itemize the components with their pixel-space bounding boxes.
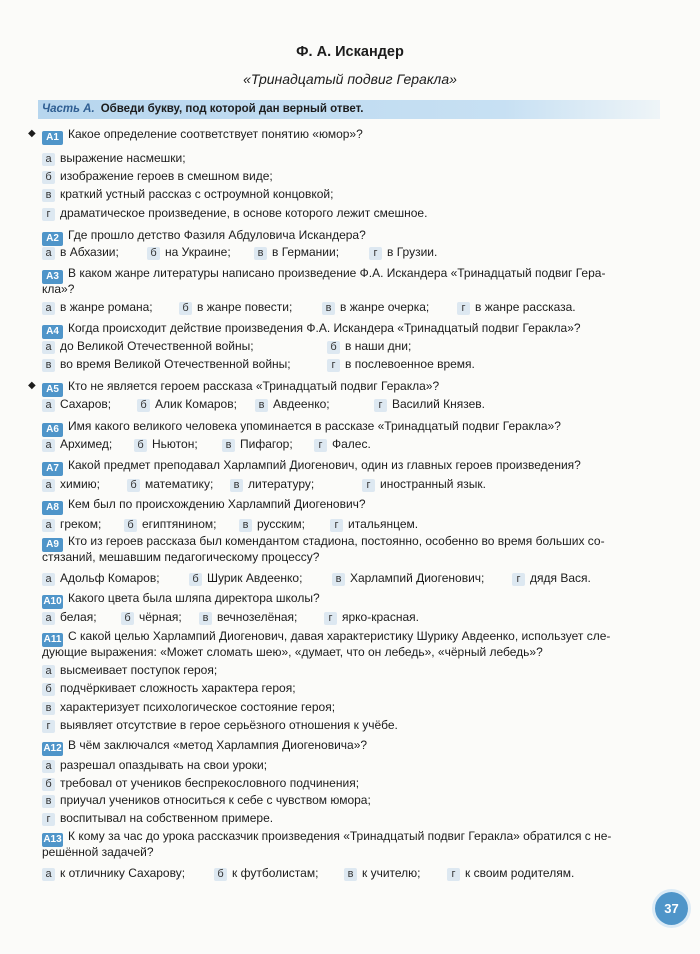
question-line [42, 737, 667, 756]
question-line [42, 320, 667, 339]
question-line [42, 844, 667, 860]
option-letter[interactable]: г [369, 247, 382, 260]
option-letter[interactable]: г [42, 208, 55, 221]
option-text: Василий Князев. [392, 397, 485, 411]
option-text: литературу; [248, 477, 315, 491]
option-text: Харлампий Диогенович; [350, 571, 485, 585]
option-letter[interactable]: г [512, 573, 525, 586]
option-text: итальянцем. [348, 517, 419, 531]
question-line [42, 281, 667, 297]
question-number: А8 [42, 501, 63, 515]
question-number: А9 [42, 538, 63, 552]
answer-option[interactable] [42, 186, 333, 202]
option-letter[interactable]: б [214, 868, 227, 881]
option-letter[interactable]: в [332, 573, 345, 586]
question-number: А3 [42, 270, 63, 284]
option-text: на Украине; [165, 245, 231, 259]
question-text: Кто из героев рассказа был комендантом стадиона, постоянно, особенно во время больших со- [68, 534, 605, 548]
option-text: драматическое произведение, в основе которого лежит смешное. [60, 206, 428, 220]
question-number: А1 [42, 131, 63, 145]
question-text: решённой задачей? [42, 845, 154, 859]
option-text: подчёркивает сложность характера героя; [60, 681, 296, 695]
answer-option[interactable] [137, 396, 237, 412]
answer-option[interactable] [42, 356, 291, 372]
question-line [42, 457, 667, 476]
option-text: в жанре романа; [60, 300, 153, 314]
option-letter[interactable]: б [147, 247, 160, 260]
answer-option[interactable] [330, 516, 418, 532]
diamond-icon: ◆ [28, 380, 36, 391]
option-text: до Великой Отечественной войны; [60, 339, 254, 353]
answer-option[interactable] [322, 299, 429, 315]
option-letter[interactable]: в [42, 189, 55, 202]
answer-option[interactable] [199, 609, 297, 625]
option-text: во время Великой Отечественной войны; [60, 357, 291, 371]
question-number: А13 [43, 834, 62, 845]
answer-option[interactable] [42, 150, 186, 166]
option-letter[interactable]: в [42, 702, 55, 715]
answer-option[interactable] [254, 244, 339, 260]
question-number: А6 [42, 423, 63, 437]
option-letter[interactable]: а [42, 341, 55, 354]
question-line [42, 227, 667, 246]
question-text: кла»? [42, 282, 75, 296]
part-instruction: Обведи букву, под которой дан верный ответ. [100, 103, 364, 115]
question-text: стязаний, мешавшим педагогическому процессу? [42, 550, 320, 564]
option-text: греком; [60, 517, 102, 531]
question-text: Где прошло детство Фазиля Абдуловича Искандера? [68, 228, 366, 242]
option-text: иностранный язык. [380, 477, 486, 491]
answer-option[interactable] [42, 609, 97, 625]
answer-option[interactable] [134, 436, 198, 452]
option-text: в наши дни; [345, 339, 412, 353]
question-line [42, 418, 667, 437]
answer-option[interactable] [42, 810, 273, 826]
answer-option[interactable] [324, 609, 419, 625]
option-letter[interactable]: а [42, 573, 55, 586]
answer-option[interactable] [239, 516, 305, 532]
answer-option[interactable] [121, 609, 182, 625]
question-line [28, 126, 667, 145]
author-name: Ф. А. Искандер [296, 44, 404, 60]
option-letter[interactable]: а [42, 399, 55, 412]
option-letter[interactable]: а [42, 479, 55, 492]
option-letter[interactable]: г [374, 399, 387, 412]
option-letter[interactable]: в [322, 302, 335, 315]
question-text: Какое определение соответствует понятию «юмор»? [68, 127, 363, 141]
option-letter[interactable]: б [137, 399, 150, 412]
option-text: выявляет отсутствие в герое серьёзного отношения к учёбе. [60, 718, 398, 732]
option-text: характеризует психологическое состояние героя; [60, 700, 336, 714]
question-number: А2 [42, 232, 63, 246]
option-letter[interactable]: б [127, 479, 140, 492]
option-text: чёрная; [139, 610, 182, 624]
option-letter[interactable]: в [344, 868, 357, 881]
question-line [28, 378, 667, 397]
option-letter[interactable]: г [362, 479, 375, 492]
option-text: Пифагор; [240, 437, 293, 451]
question-text: Когда происходит действие произведения Ф.А. Искандера «Тринадцатый подвиг Геракла»? [68, 321, 581, 335]
option-text: к отличнику Сахарову; [60, 866, 186, 880]
answer-option[interactable] [42, 168, 273, 184]
answer-option[interactable] [327, 356, 475, 372]
option-letter[interactable]: г [327, 359, 340, 372]
option-letter[interactable]: г [447, 868, 460, 881]
answer-option[interactable] [42, 436, 112, 452]
page-number: 37 [655, 892, 688, 925]
answer-option[interactable] [457, 299, 576, 315]
question-text: С какой целью Харлампий Диогенович, давая характеристику Шурику Авдеенко, использует сле- [68, 629, 611, 643]
question-line [42, 496, 667, 515]
question-number: А5 [42, 383, 63, 397]
option-text: приучал учеников относиться к себе с чувством юмора; [60, 793, 371, 807]
option-letter[interactable]: а [42, 247, 55, 260]
answer-option[interactable] [332, 570, 484, 586]
option-text: Авдеенко; [273, 397, 330, 411]
answer-option[interactable] [42, 396, 111, 412]
option-text: русским; [257, 517, 305, 531]
question-line [42, 549, 667, 565]
answer-option[interactable] [255, 396, 330, 412]
option-text: ярко-красная. [342, 610, 419, 624]
option-letter[interactable]: б [121, 612, 134, 625]
answer-option[interactable] [374, 396, 485, 412]
option-text: Алик Комаров; [155, 397, 237, 411]
option-letter[interactable]: в [254, 247, 267, 260]
option-letter[interactable]: г [457, 302, 470, 315]
option-text: в жанре очерка; [340, 300, 430, 314]
answer-option[interactable] [42, 299, 153, 315]
option-text: к своим родителям. [465, 866, 575, 880]
answer-option[interactable] [447, 865, 574, 881]
option-letter[interactable]: в [42, 359, 55, 372]
option-letter[interactable]: б [42, 683, 55, 696]
question-text: Какой предмет преподавал Харлампий Диогенович, один из главных героев произведения? [68, 458, 581, 472]
option-letter[interactable]: а [42, 612, 55, 625]
question-text: К кому за час до урока рассказчик произведения «Тринадцатый подвиг Геракла» обратился с не- [68, 829, 612, 843]
option-letter[interactable]: б [134, 439, 147, 452]
option-text: в Германии; [272, 245, 340, 259]
answer-option[interactable] [344, 865, 421, 881]
option-letter[interactable]: г [42, 720, 55, 733]
option-text: в послевоенное время. [345, 357, 475, 371]
option-text: Шурик Авдеенко; [207, 571, 303, 585]
answer-option[interactable] [42, 717, 398, 733]
option-letter[interactable]: а [42, 760, 55, 773]
option-text: Фалес. [332, 437, 371, 451]
question-line [42, 644, 667, 660]
question-text: Какого цвета была шляпа директора школы? [68, 591, 320, 605]
answer-option[interactable] [42, 662, 217, 678]
option-letter[interactable]: в [255, 399, 268, 412]
option-letter[interactable]: а [42, 665, 55, 678]
answer-option[interactable] [42, 205, 427, 221]
question-text: В каком жанре литературы написано произведение Ф.А. Искандера «Тринадцатый подвиг Гера- [68, 266, 606, 280]
option-text: дядя Вася. [530, 571, 591, 585]
option-letter[interactable]: г [324, 612, 337, 625]
option-letter[interactable]: в [199, 612, 212, 625]
answer-option[interactable] [230, 476, 314, 492]
answer-option[interactable] [314, 436, 371, 452]
option-letter[interactable]: б [42, 778, 55, 791]
option-letter[interactable]: а [42, 519, 55, 532]
option-letter[interactable]: б [42, 171, 55, 184]
option-letter[interactable]: в [42, 795, 55, 808]
option-letter[interactable]: б [327, 341, 340, 354]
option-text: к футболистам; [232, 866, 319, 880]
option-text: Архимед; [60, 437, 113, 451]
answer-option[interactable] [369, 244, 437, 260]
option-text: египтянином; [142, 517, 217, 531]
answer-option[interactable] [512, 570, 591, 586]
option-text: высмеивает поступок героя; [60, 663, 218, 677]
answer-option[interactable] [42, 865, 185, 881]
question-number: А4 [42, 325, 63, 339]
option-letter[interactable]: г [314, 439, 327, 452]
question-text: Имя какого великого человека упоминается в рассказе «Тринадцатый подвиг Геракла»? [68, 419, 561, 433]
question-number: А7 [42, 462, 63, 476]
option-letter[interactable]: б [124, 519, 137, 532]
answer-option[interactable] [42, 244, 119, 260]
answer-option[interactable] [42, 476, 100, 492]
answer-option[interactable] [42, 680, 296, 696]
answer-option[interactable] [147, 244, 231, 260]
option-text: белая; [60, 610, 97, 624]
option-letter[interactable]: г [42, 813, 55, 826]
option-text: в жанре рассказа. [475, 300, 576, 314]
answer-option[interactable] [42, 792, 371, 808]
question-text: Кем был по происхождению Харлампий Диогенович? [68, 497, 366, 511]
answer-option[interactable] [42, 699, 335, 715]
answer-option[interactable] [222, 436, 293, 452]
option-text: Адольф Комаров; [60, 571, 160, 585]
option-text: краткий устный рассказ с остроумной концовкой; [60, 187, 334, 201]
option-letter[interactable]: а [42, 302, 55, 315]
option-text: в жанре повести; [197, 300, 293, 314]
option-text: требовал от учеников беспрекословного подчинения; [60, 776, 360, 790]
answer-option[interactable] [179, 299, 292, 315]
answer-option[interactable] [214, 865, 318, 881]
answer-option[interactable] [42, 757, 267, 773]
answer-option[interactable] [189, 570, 302, 586]
option-letter[interactable]: а [42, 868, 55, 881]
question-number: А11 [43, 634, 62, 645]
answer-option[interactable] [327, 338, 411, 354]
option-text: разрешал опаздывать на свои уроки; [60, 758, 268, 772]
option-letter[interactable]: г [330, 519, 343, 532]
option-text: математику; [145, 477, 214, 491]
option-letter[interactable]: б [179, 302, 192, 315]
question-number: А10 [43, 596, 62, 607]
part-label: Часть А. [42, 103, 95, 115]
answer-option[interactable] [42, 570, 160, 586]
option-text: к учителю; [362, 866, 421, 880]
question-text: В чём заключался «метод Харлампия Диогеновича»? [68, 738, 368, 752]
answer-option[interactable] [42, 775, 359, 791]
answer-option[interactable] [124, 516, 216, 532]
option-text: в Грузии. [387, 245, 438, 259]
option-letter[interactable]: а [42, 153, 55, 166]
work-title: «Тринадцатый подвиг Геракла» [243, 71, 457, 87]
option-letter[interactable]: в [222, 439, 235, 452]
option-text: в Абхазии; [60, 245, 119, 259]
option-text: Сахаров; [60, 397, 112, 411]
option-text: воспитывал на собственном примере. [60, 811, 274, 825]
option-letter[interactable]: в [230, 479, 243, 492]
question-text: дующие выражения: «Может сломать шею», «думает, что он лебедь», «чёрный лебедь»? [42, 645, 543, 659]
answer-option[interactable] [42, 338, 254, 354]
answer-option[interactable] [42, 516, 101, 532]
part-a-header [38, 100, 660, 119]
option-text: выражение насмешки; [60, 151, 186, 165]
answer-option[interactable] [127, 476, 213, 492]
option-text: изображение героев в смешном виде; [60, 169, 273, 183]
option-text: Ньютон; [152, 437, 198, 451]
option-text: химию; [60, 477, 100, 491]
option-letter[interactable]: в [239, 519, 252, 532]
option-letter[interactable]: а [42, 439, 55, 452]
question-line [42, 590, 667, 609]
question-text: Кто не является героем рассказа «Тринадцатый подвиг Геракла»? [68, 379, 440, 393]
option-letter[interactable]: б [189, 573, 202, 586]
answer-option[interactable] [362, 476, 486, 492]
question-number: А12 [43, 743, 62, 754]
diamond-icon: ◆ [28, 128, 36, 139]
option-text: вечнозелёная; [217, 610, 298, 624]
